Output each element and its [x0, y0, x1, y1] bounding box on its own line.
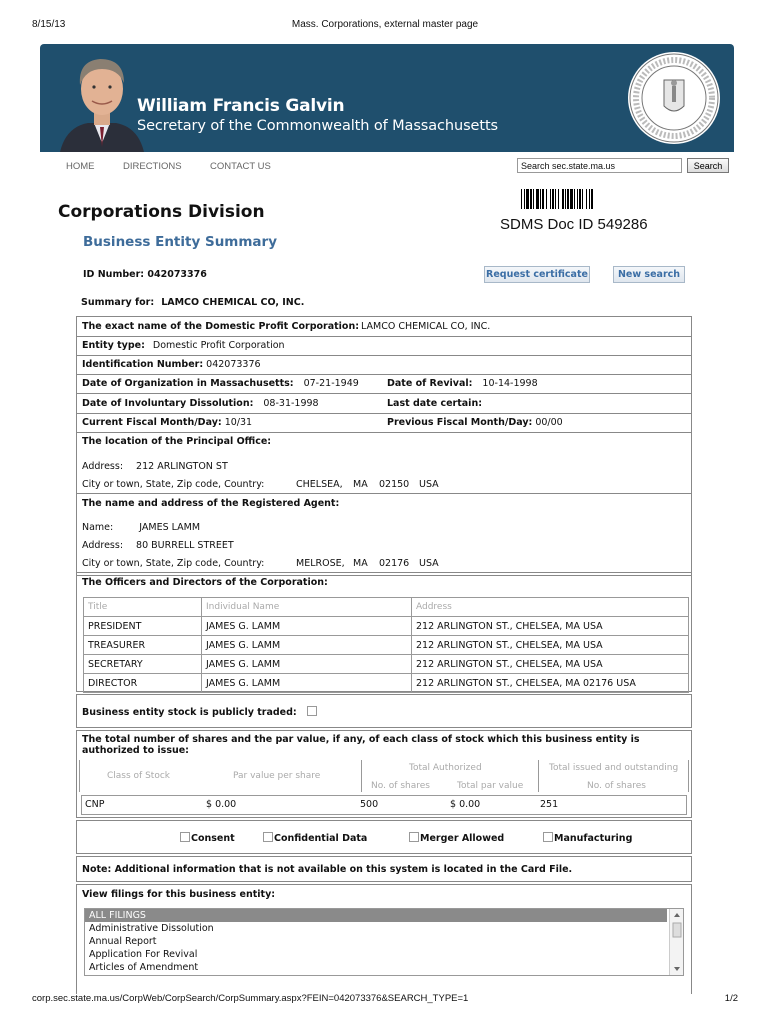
- officer-row: [84, 655, 689, 674]
- officer-title: PRESIDENT: [84, 617, 202, 636]
- principal-address-label: Address:: [82, 461, 124, 472]
- stock-auth-shares: 500: [360, 799, 379, 810]
- publicly-traded-checkbox[interactable]: [307, 706, 317, 716]
- officers-col-name: Individual Name: [202, 598, 412, 617]
- filing-option[interactable]: Application For Revival: [89, 949, 198, 960]
- print-footer: [32, 993, 738, 1004]
- section-title: Business Entity Summary: [83, 234, 278, 250]
- consent-checkbox[interactable]: [180, 832, 190, 842]
- agent-name-label: Name:: [82, 522, 114, 533]
- shares-label-line2: authorized to issue:: [82, 745, 189, 756]
- summary-value: LAMCO CHEMICAL CO, INC.: [161, 297, 305, 308]
- officers-col-address: Address: [412, 598, 689, 617]
- id-number: ID Number: 042073376: [83, 269, 207, 280]
- agent-city: MELROSE,: [296, 558, 345, 569]
- officer-address: 212 ARLINGTON ST., CHELSEA, MA USA: [412, 617, 689, 636]
- stock-panel: [76, 730, 692, 818]
- officers-header-row: [84, 598, 689, 617]
- fiscal-value: 10/31: [224, 417, 253, 428]
- agent-city-label: City or town, State, Zip code, Country:: [82, 558, 265, 569]
- principal-state: MA: [353, 479, 368, 490]
- officers-panel: [76, 572, 692, 692]
- nav-home-link[interactable]: HOME: [66, 161, 95, 172]
- official-name: William Francis Galvin: [137, 96, 345, 116]
- state-seal-icon: [626, 50, 722, 146]
- officer-name: JAMES G. LAMM: [202, 674, 412, 693]
- filing-option[interactable]: Annual Report: [89, 936, 157, 947]
- officers-col-title: Title: [84, 598, 202, 617]
- flags-panel: [76, 820, 692, 854]
- filing-option[interactable]: ALL FILINGS: [85, 909, 667, 922]
- entity-type-label: Entity type:: [82, 340, 145, 351]
- entity-details-panel: [76, 316, 692, 576]
- agent-country: USA: [419, 558, 439, 569]
- agent-zip: 02176: [379, 558, 410, 569]
- print-page-title: Mass. Corporations, external master page: [291, 19, 479, 30]
- scroll-down-icon: [674, 967, 680, 971]
- officer-name: JAMES G. LAMM: [202, 636, 412, 655]
- last-date-label: Last date certain:: [387, 398, 482, 409]
- org-date-value: 07-21-1949: [303, 378, 359, 389]
- stock-col-issued-shares: No. of shares: [587, 781, 646, 791]
- filings-label: View filings for this business entity:: [82, 889, 276, 900]
- prev-fiscal-value: 00/00: [535, 417, 563, 428]
- footer-page-number: 1/2: [724, 993, 738, 1004]
- header-banner: [40, 44, 734, 152]
- publicly-traded-panel: [76, 694, 692, 728]
- stock-par: $ 0.00: [206, 799, 237, 810]
- stock-issued-shares: 251: [540, 799, 559, 810]
- revival-value: 10-14-1998: [482, 378, 538, 389]
- official-title: Secretary of the Commonwealth of Massachusetts: [137, 118, 498, 134]
- listbox-scrollbar[interactable]: [669, 909, 683, 975]
- officer-address: 212 ARLINGTON ST., CHELSEA, MA USA: [412, 655, 689, 674]
- filing-option[interactable]: Articles of Amendment: [89, 962, 199, 973]
- principal-city: CHELSEA,: [296, 479, 343, 490]
- officer-title: TREASURER: [84, 636, 202, 655]
- summary-line: [81, 297, 304, 308]
- officer-address: 212 ARLINGTON ST., CHELSEA, MA USA: [412, 636, 689, 655]
- entity-type-value: Domestic Profit Corporation: [152, 340, 285, 351]
- officer-row: [84, 674, 689, 693]
- sdms-doc-id: SDMS Doc ID 549286: [500, 216, 648, 233]
- nav-contact-link[interactable]: CONTACT US: [210, 161, 271, 172]
- scroll-thumb: [673, 923, 681, 937]
- stock-col-class: Class of Stock: [107, 771, 170, 781]
- stock-col-no-shares: No. of shares: [371, 781, 430, 791]
- manufacturing-label: Manufacturing: [554, 833, 633, 844]
- footer-url: corp.sec.state.ma.us/CorpWeb/CorpSearch/CorpSummary.aspx?FEIN=042073376&SEARCH_TYPE=1: [32, 993, 469, 1004]
- principal-address-value: 212 ARLINGTON ST: [136, 461, 228, 472]
- officer-name: JAMES G. LAMM: [202, 617, 412, 636]
- officers-label: The Officers and Directors of the Corporation:: [82, 577, 328, 588]
- exact-name-value: LAMCO CHEMICAL CO, INC.: [361, 321, 491, 332]
- dissolution-value: 08-31-1998: [263, 398, 319, 409]
- note-panel: [76, 856, 692, 882]
- officer-name: JAMES G. LAMM: [202, 655, 412, 674]
- new-search-button[interactable]: New search: [613, 266, 685, 283]
- exact-name-label: The exact name of the Domestic Profit Corporation:: [82, 321, 360, 332]
- search-button[interactable]: Search: [687, 158, 729, 173]
- nav-directions-link[interactable]: DIRECTIONS: [123, 161, 182, 172]
- top-nav: [40, 152, 734, 180]
- stock-class: CNP: [85, 799, 105, 810]
- publicly-traded-label: Business entity stock is publicly traded:: [82, 707, 297, 718]
- manufacturing-checkbox[interactable]: [543, 832, 553, 842]
- search-input[interactable]: [517, 158, 682, 173]
- shares-label-line1: The total number of shares and the par value, if any, of each class of stock which this business entity is: [82, 734, 640, 745]
- revival-label: Date of Revival:: [387, 378, 473, 389]
- ident-label: Identification Number:: [82, 359, 204, 370]
- principal-zip: 02150: [379, 479, 410, 490]
- request-certificate-button[interactable]: Request certificate: [484, 266, 590, 283]
- agent-label: The name and address of the Registered Agent:: [82, 498, 340, 509]
- principal-office-label: The location of the Principal Office:: [82, 436, 272, 447]
- officer-title: SECRETARY: [84, 655, 202, 674]
- officers-table: [83, 597, 689, 693]
- print-header: [32, 19, 738, 33]
- division-title: Corporations Division: [58, 202, 265, 222]
- ident-value: 042073376: [206, 359, 261, 370]
- stock-col-par: Par value per share: [233, 771, 321, 781]
- confidential-label: Confidential Data: [274, 833, 368, 844]
- agent-name-value: JAMES LAMM: [139, 522, 201, 533]
- confidential-checkbox[interactable]: [263, 832, 273, 842]
- portrait-image: [58, 47, 146, 152]
- filings-listbox[interactable]: [84, 908, 684, 976]
- fiscal-label: Current Fiscal Month/Day:: [82, 417, 222, 428]
- officer-row: [84, 617, 689, 636]
- consent-label: Consent: [191, 833, 235, 844]
- merger-label: Merger Allowed: [420, 833, 505, 844]
- merger-checkbox[interactable]: [409, 832, 419, 842]
- agent-state: MA: [353, 558, 368, 569]
- principal-city-label: City or town, State, Zip code, Country:: [82, 479, 265, 490]
- stock-col-total-par: Total par value: [457, 781, 524, 791]
- principal-country: USA: [419, 479, 439, 490]
- summary-label: Summary for:: [81, 297, 155, 308]
- stock-auth-par: $ 0.00: [450, 799, 481, 810]
- officer-address: 212 ARLINGTON ST., CHELSEA, MA 02176 USA: [412, 674, 689, 693]
- agent-address-value: 80 BURRELL STREET: [136, 540, 234, 551]
- officer-title: DIRECTOR: [84, 674, 202, 693]
- agent-address-label: Address:: [82, 540, 124, 551]
- card-file-note: Note: Additional information that is not available on this system is located in the Card File.: [82, 864, 573, 875]
- prev-fiscal-label: Previous Fiscal Month/Day:: [387, 417, 533, 428]
- print-date: 8/15/13: [32, 19, 66, 30]
- filing-option[interactable]: Administrative Dissolution: [89, 923, 214, 934]
- stock-row: [81, 795, 687, 815]
- dissolution-label: Date of Involuntary Dissolution:: [82, 398, 254, 409]
- org-date-label: Date of Organization in Massachusetts:: [82, 378, 294, 389]
- stock-col-total-authorized: Total Authorized: [409, 763, 482, 773]
- scroll-up-icon: [674, 913, 680, 917]
- barcode-image: [521, 189, 641, 209]
- stock-col-total-issued: Total issued and outstanding: [549, 763, 679, 773]
- officer-row: [84, 636, 689, 655]
